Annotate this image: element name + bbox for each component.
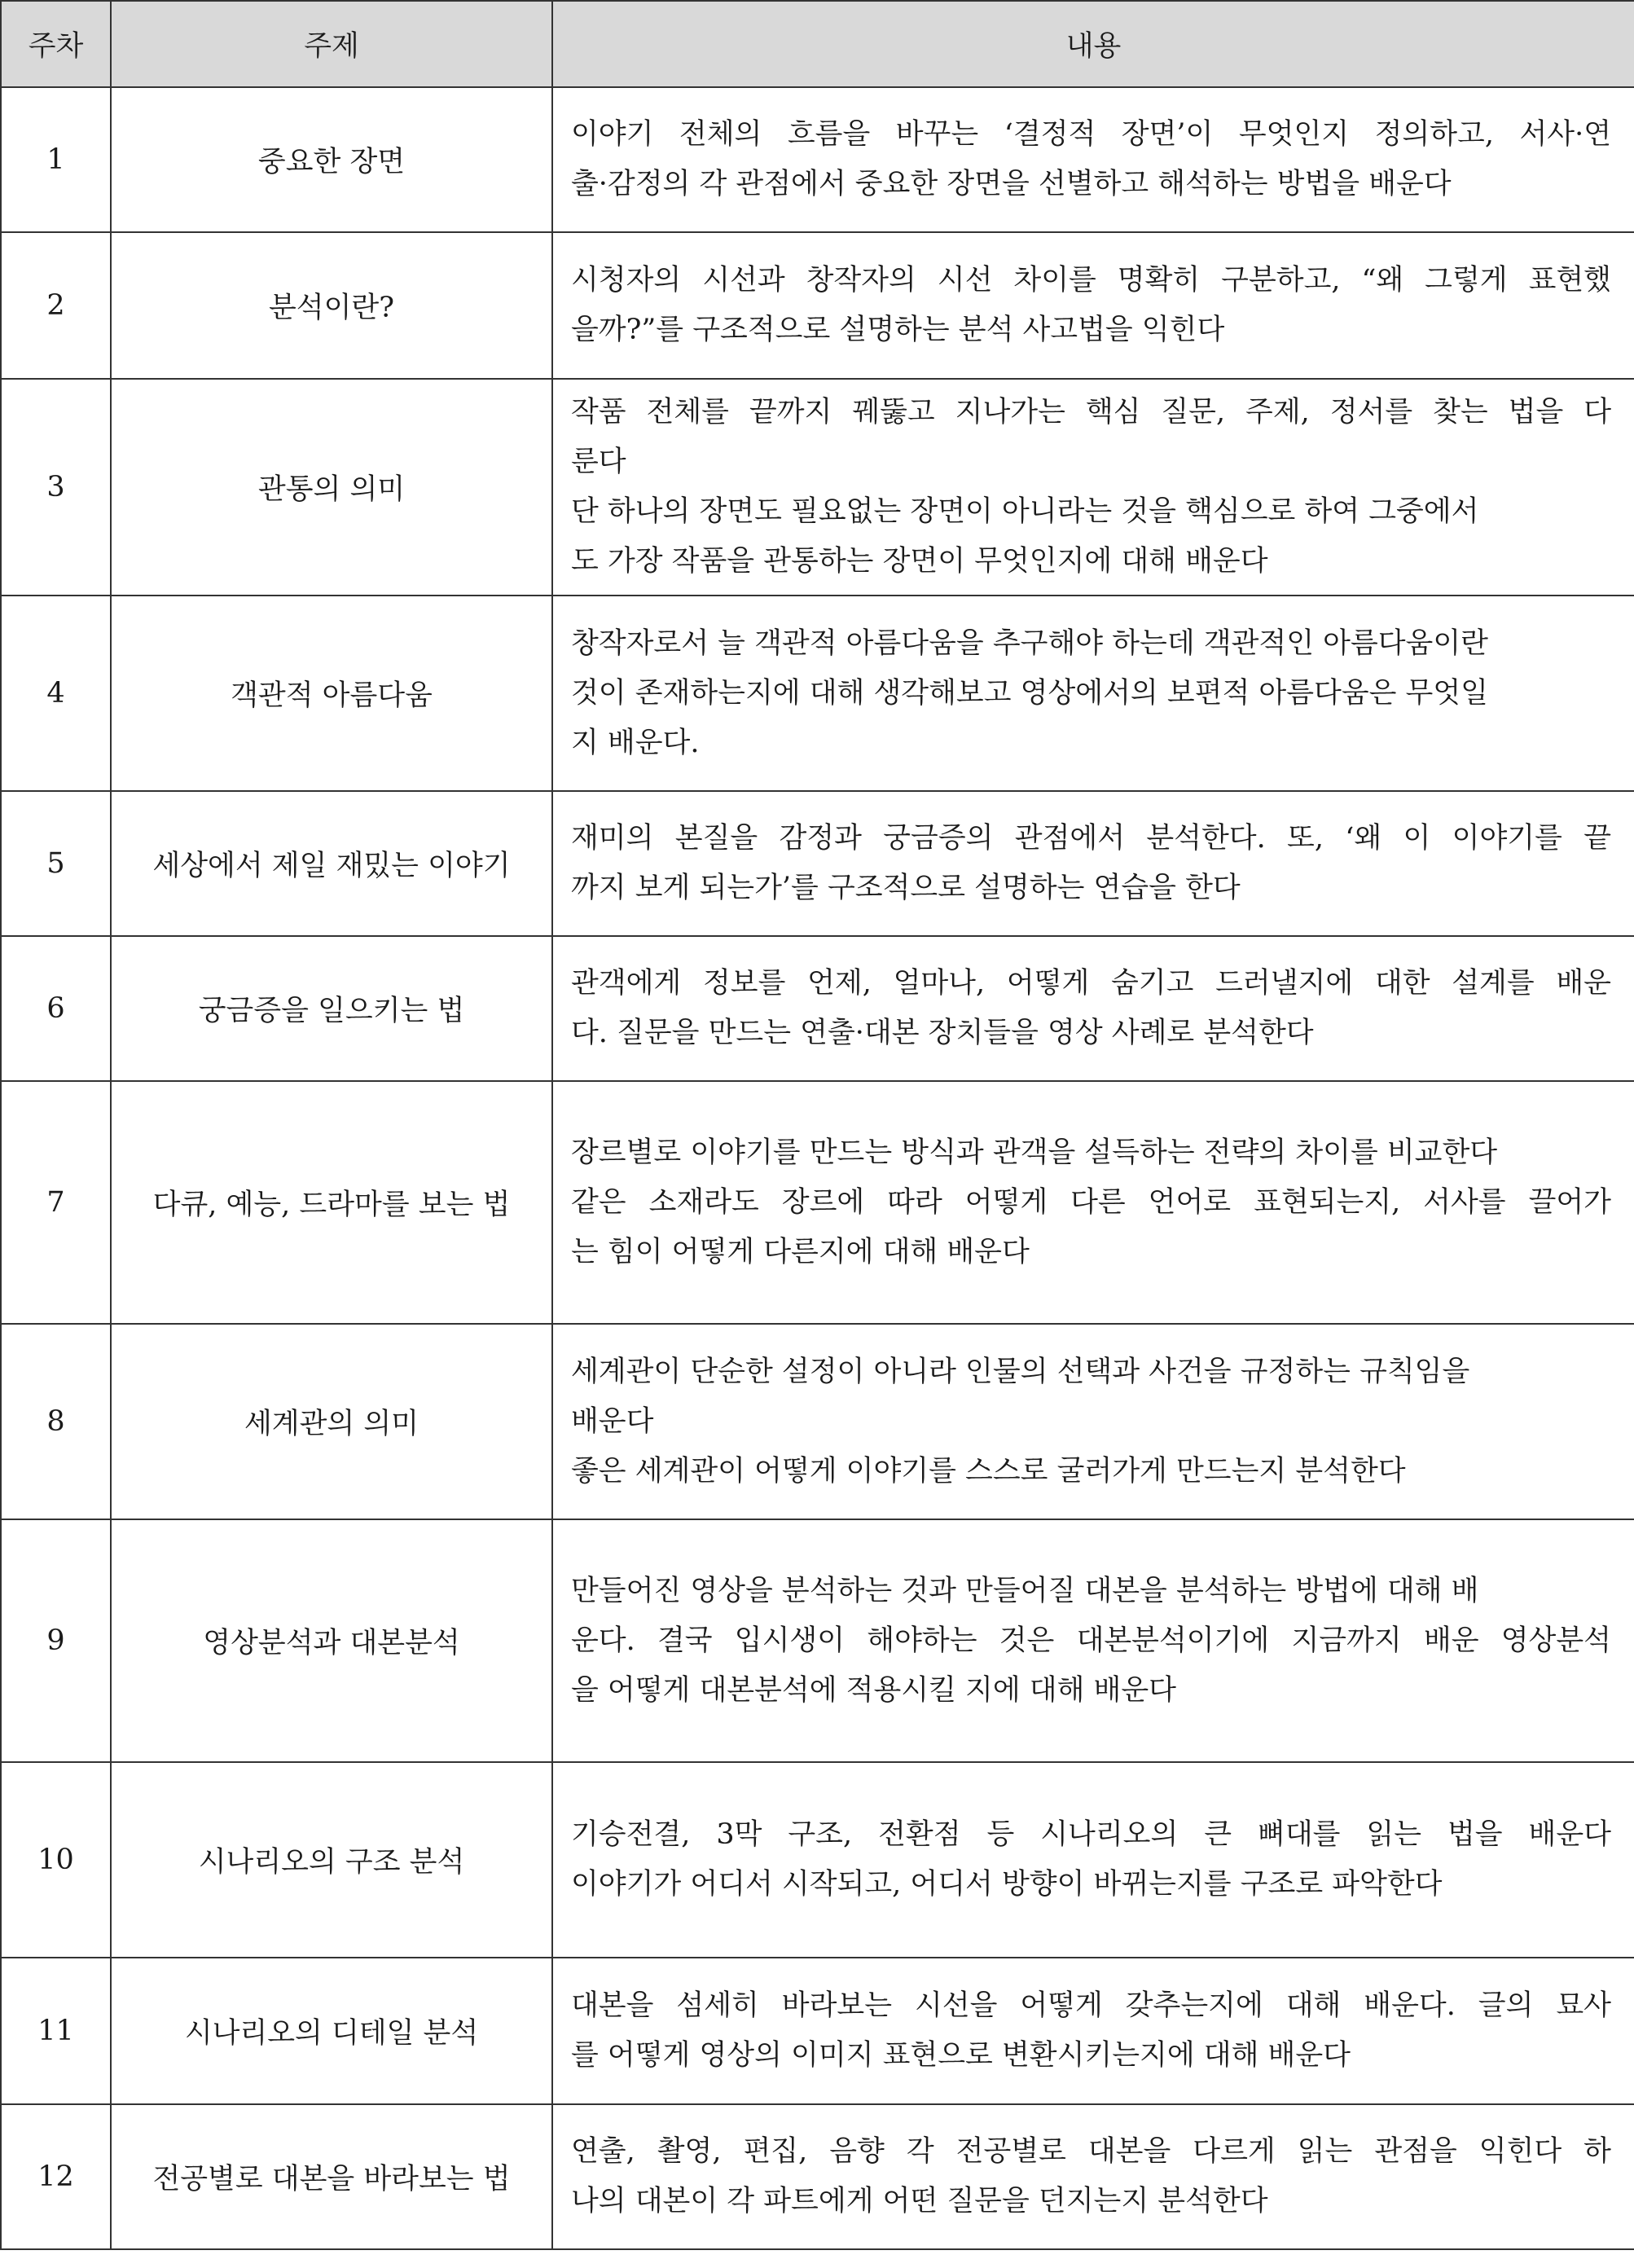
table-row (1, 791, 1634, 936)
week-content (552, 1324, 1634, 1519)
week-content (552, 232, 1634, 379)
content-line: 연출, 촬영, 편집, 음향 각 전공별로 대본을 다르게 읽는 관점을 익힌다 하 (571, 2135, 1611, 2168)
week-number: 3 (1, 379, 111, 596)
week-content (552, 936, 1634, 1081)
content-line: 기승전결, 3막 구조, 전환점 등 시나리오의 큰 뼈대를 읽는 법을 배운다 (571, 1818, 1611, 1851)
table-row (1, 2104, 1634, 2249)
week-number: 4 (1, 596, 111, 791)
week-content (552, 1958, 1634, 2104)
content-line: 도 가장 작품을 관통하는 장면이 무엇인지에 대해 배운다 (571, 545, 1268, 578)
week-topic: 시나리오의 구조 분석 (111, 1762, 552, 1958)
week-topic: 시나리오의 디테일 분석 (111, 1958, 552, 2104)
table-row (1, 596, 1634, 791)
content-line: 재미의 본질을 감정과 궁금증의 관점에서 분석한다. 또, ‘왜 이 이야기를 끝 (571, 822, 1611, 855)
table-row (1, 1324, 1634, 1519)
content-line: 시청자의 시선과 창작자의 시선 차이를 명확히 구분하고, “왜 그렇게 표현했 (571, 264, 1611, 297)
content-line: 을 어떻게 대본분석에 적용시킬 지에 대해 배운다 (571, 1673, 1176, 1707)
table-row (1, 1519, 1634, 1762)
week-content (552, 1519, 1634, 1762)
week-content (552, 1762, 1634, 1958)
table-row (1, 232, 1634, 379)
content-line: 창작자로서 늘 객관적 아름다움을 추구해야 하는데 객관적인 아름다움이란 (571, 626, 1488, 660)
week-number: 9 (1, 1519, 111, 1762)
week-number: 5 (1, 791, 111, 936)
table-body (1, 87, 1634, 2249)
week-topic: 관통의 의미 (111, 379, 552, 596)
content-line: 같은 소재라도 장르에 따라 어떻게 다른 언어로 표현되는지, 서사를 끌어가 (571, 1185, 1611, 1219)
week-number: 6 (1, 936, 111, 1081)
week-topic: 영상분석과 대본분석 (111, 1519, 552, 1762)
header-week: 주차 (1, 1, 111, 87)
content-line: 만들어진 영상을 분석하는 것과 만들어질 대본을 분석하는 방법에 대해 배 (571, 1574, 1479, 1607)
week-number: 12 (1, 2104, 111, 2249)
week-number: 8 (1, 1324, 111, 1519)
week-topic: 객관적 아름다움 (111, 596, 552, 791)
content-line: 이야기 전체의 흐름을 바꾸는 ‘결정적 장면’이 무엇인지 정의하고, 서사·연 (571, 118, 1611, 151)
content-line: 단 하나의 장면도 필요없는 장면이 아니라는 것을 핵심으로 하여 그중에서 (571, 495, 1479, 528)
week-content (552, 2104, 1634, 2249)
table-row (1, 936, 1634, 1081)
content-line: 를 어떻게 영상의 이미지 표현으로 변환시키는지에 대해 배운다 (571, 2039, 1351, 2072)
week-content (552, 87, 1634, 232)
week-content (552, 791, 1634, 936)
week-topic: 전공별로 대본을 바라보는 법 (111, 2104, 552, 2249)
week-number: 2 (1, 232, 111, 379)
header-content: 내용 (552, 1, 1634, 87)
content-line: 을까?”를 구조적으로 설명하는 분석 사고법을 익힌다 (571, 314, 1225, 346)
content-line: 대본을 섬세히 바라보는 시선을 어떻게 갖추는지에 대해 배운다. 글의 묘사 (571, 1989, 1611, 2022)
content-line: 것이 존재하는지에 대해 생각해보고 영상에서의 보편적 아름다움은 무엇일 (571, 676, 1488, 710)
content-line: 장르별로 이야기를 만드는 방식과 관객을 설득하는 전략의 차이를 비교한다 (571, 1136, 1498, 1169)
content-line: 까지 보게 되는가’를 구조적으로 설명하는 연습을 한다 (571, 872, 1241, 904)
content-line: 배운다 (571, 1404, 654, 1438)
table-row (1, 379, 1634, 596)
content-line: 세계관이 단순한 설정이 아니라 인물의 선택과 사건을 규정하는 규칙임을 (571, 1355, 1470, 1388)
header-row (1, 1, 1634, 87)
header-topic: 주제 (111, 1, 552, 87)
week-topic: 세상에서 제일 재밌는 이야기 (111, 791, 552, 936)
content-line: 관객에게 정보를 언제, 얼마나, 어떻게 숨기고 드러낼지에 대한 설계를 배운 (571, 967, 1611, 1000)
week-topic: 궁금증을 일으키는 법 (111, 936, 552, 1081)
content-line: 나의 대본이 각 파트에게 어떤 질문을 던지는지 분석한다 (571, 2185, 1268, 2217)
week-number: 10 (1, 1762, 111, 1958)
week-number: 7 (1, 1081, 111, 1324)
content-line: 이야기가 어디서 시작되고, 어디서 방향이 바뀌는지를 구조로 파악한다 (571, 1868, 1443, 1901)
week-content (552, 1081, 1634, 1324)
week-number: 11 (1, 1958, 111, 2104)
content-line: 작품 전체를 끝까지 꿰뚫고 지나가는 핵심 질문, 주제, 정서를 찾는 법을 다 (571, 396, 1611, 429)
week-topic: 분석이란? (111, 232, 552, 379)
content-line: 다. 질문을 만드는 연출·대본 장치들을 영상 사례로 분석한다 (571, 1017, 1314, 1049)
content-line: 운다. 결국 입시생이 해야하는 것은 대본분석이기에 지금까지 배운 영상분석 (571, 1624, 1611, 1657)
table-row (1, 1081, 1634, 1324)
content-line: 좋은 세계관이 어떻게 이야기를 스스로 굴러가게 만드는지 분석한다 (571, 1454, 1406, 1488)
week-content (552, 596, 1634, 791)
week-topic: 중요한 장면 (111, 87, 552, 232)
table-row (1, 1762, 1634, 1958)
table-row (1, 87, 1634, 232)
content-line: 는 힘이 어떻게 다른지에 대해 배운다 (571, 1235, 1030, 1268)
week-topic: 세계관의 의미 (111, 1324, 552, 1519)
content-line: 지 배운다. (571, 726, 700, 759)
week-topic: 다큐, 예능, 드라마를 보는 법 (111, 1081, 552, 1324)
week-content (552, 379, 1634, 596)
week-number: 1 (1, 87, 111, 232)
content-line: 룬다 (571, 446, 626, 478)
table-row (1, 1958, 1634, 2104)
content-line: 출·감정의 각 관점에서 중요한 장면을 선별하고 해석하는 방법을 배운다 (571, 168, 1452, 200)
